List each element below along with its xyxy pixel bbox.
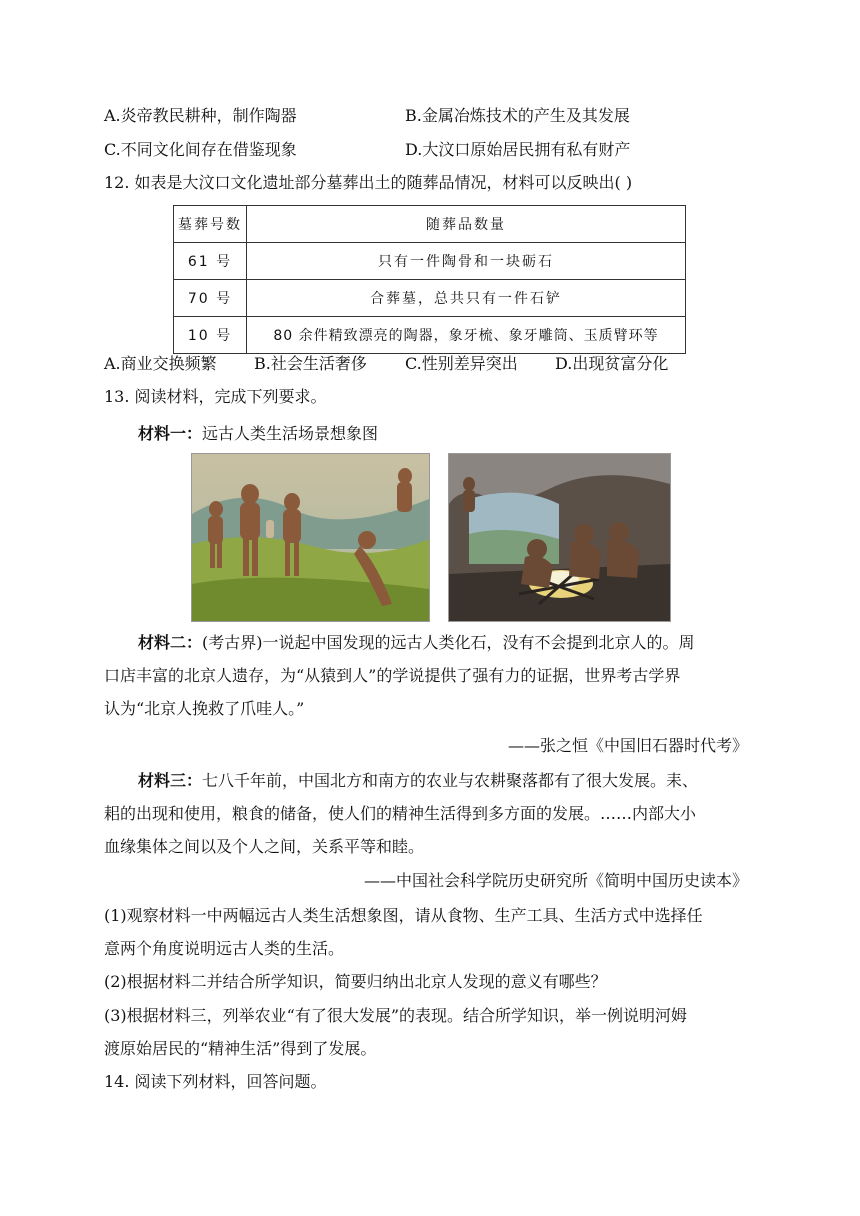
material-two-line-2: 口店丰富的北京人遗存，为“从猿到人”的学说提供了强有力的证据，世界考古学界: [104, 666, 681, 685]
sub-question-2: (2)根据材料二并结合所学知识，简要归纳出北京人发现的意义有哪些？: [104, 972, 607, 991]
cave-fire-scene-image: [448, 453, 671, 622]
material-two-label: 材料二：: [138, 633, 203, 652]
material-one: [138, 424, 378, 444]
sub-question-3-line-1: (3)根据材料三，列举农业“有了很大发展”的表现。结合所学知识，举一例说明河姆: [104, 1006, 688, 1025]
q12-option-c: C.性别差异突出: [405, 354, 518, 373]
table-header-row: [174, 206, 686, 243]
material-two-line-1: [138, 633, 695, 653]
hunting-scene-image: [191, 453, 430, 622]
table-row: [174, 280, 686, 317]
table-row: [174, 317, 686, 354]
q11-option-c: C.不同文化间存在借鉴现象: [104, 140, 297, 159]
material-one-label: 材料一：: [138, 424, 203, 443]
table-header-cell: 墓葬号数: [174, 206, 247, 243]
material-two-source: ——张之恒《中国旧石器时代考》: [507, 736, 748, 755]
material-three-line-1: [138, 771, 698, 791]
material-three-line-3: 血缘集体之间以及个人之间，关系平等和睦。: [104, 837, 425, 856]
material-two-line-3: 认为“北京人挽救了爪哇人。”: [104, 699, 305, 718]
sub-question-3-line-2: 渡原始居民的“精神生活”得到了发展。: [104, 1039, 377, 1058]
table-header-cell: 随葬品数量: [247, 206, 686, 243]
q12-stem: 12. 如表是大汶口文化遗址部分墓葬出土的随葬品情况，材料可以反映出( ): [104, 173, 633, 192]
q14-stem: 14. 阅读下列材料，回答问题。: [104, 1072, 327, 1091]
table-cell: 80 余件精致漂亮的陶器，象牙梳、象牙雕筒、玉质臂环等: [247, 317, 686, 354]
table-cell: 61 号: [174, 243, 247, 280]
material-two-text: (考古界)一说起中国发现的远古人类化石，没有不会提到北京人的。周: [202, 633, 695, 652]
material-three-label: 材料三：: [138, 771, 203, 790]
material-three-text: 七八千年前，中国北方和南方的农业与农耕聚落都有了很大发展。耒、: [202, 771, 699, 790]
q11-option-d: D.大汶口原始居民拥有私有财产: [405, 140, 631, 159]
q12-option-a: A.商业交换频繁: [104, 354, 217, 373]
q13-stem: 13. 阅读材料，完成下列要求。: [104, 387, 327, 406]
material-three-source: ——中国社会科学院历史研究所《简明中国历史读本》: [363, 871, 748, 890]
sub-question-1-line-1: (1)观察材料一中两幅远古人类生活想象图，请从食物、生产工具、生活方式中选择任: [104, 906, 703, 925]
table-cell: 合葬墓，总共只有一件石铲: [247, 280, 686, 317]
table-cell: 只有一件陶骨和一块砺石: [247, 243, 686, 280]
q12-option-b: B.社会生活奢侈: [254, 354, 367, 373]
q11-option-a: A.炎帝教民耕种，制作陶器: [104, 106, 297, 125]
burial-table: [173, 205, 686, 354]
table-cell: 70 号: [174, 280, 247, 317]
q11-option-b: B.金属冶炼技术的产生及其发展: [405, 106, 630, 125]
table-row: [174, 243, 686, 280]
sub-question-1-line-2: 意两个角度说明远古人类的生活。: [104, 939, 345, 958]
q12-option-d: D.出现贫富分化: [555, 354, 669, 373]
material-three-line-2: 耜的出现和使用，粮食的储备，使人们的精神生活得到多方面的发展。……内部大小: [104, 804, 697, 823]
table-cell: 10 号: [174, 317, 247, 354]
material-one-text: 远古人类生活场景想象图: [202, 424, 379, 443]
